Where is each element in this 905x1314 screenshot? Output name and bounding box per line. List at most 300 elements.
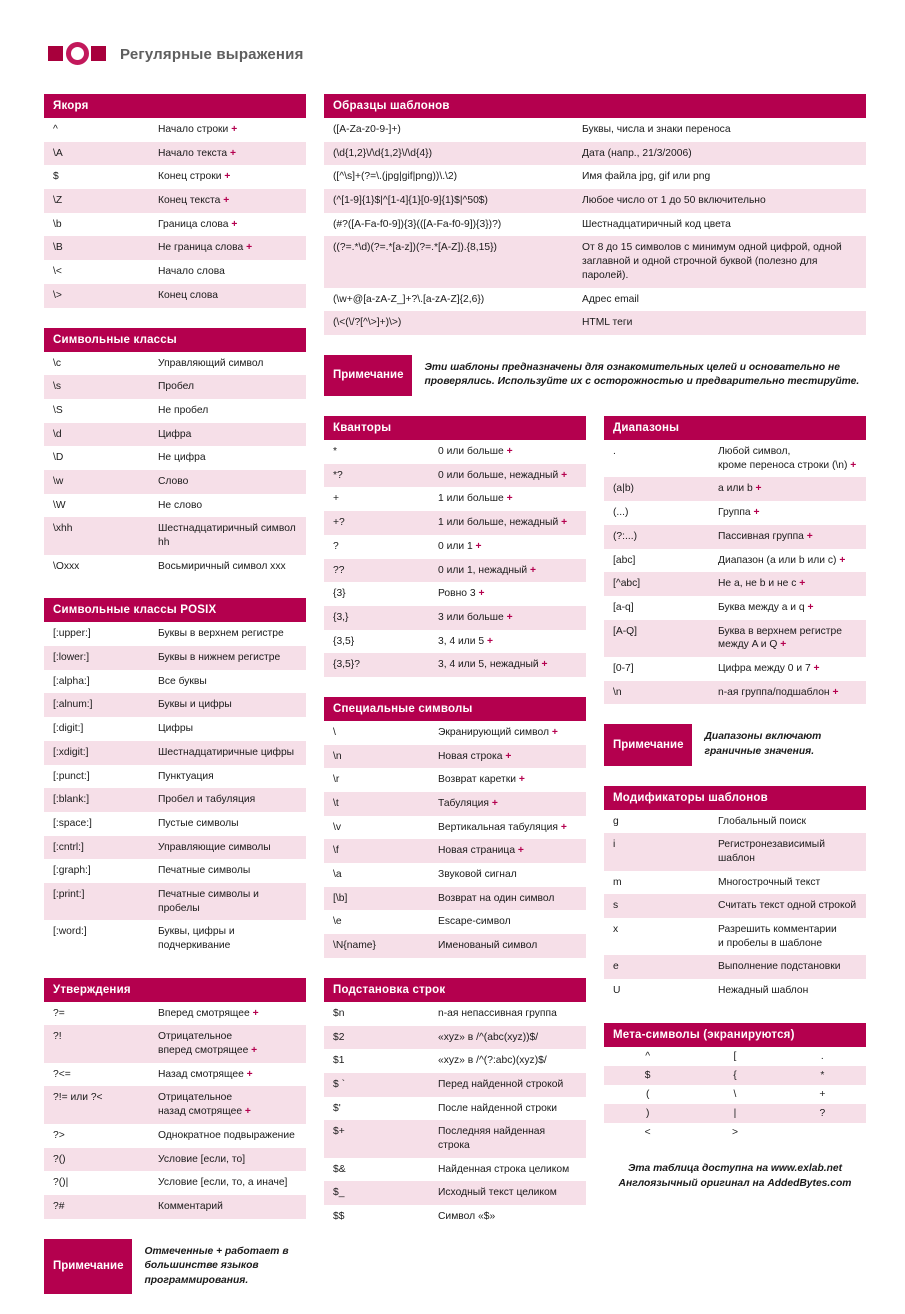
row-key: [A-Q] xyxy=(604,620,709,657)
row-key: \n xyxy=(604,681,709,705)
section-title: Подстановка строк xyxy=(324,978,586,1002)
table-row xyxy=(324,1158,586,1182)
meta-symbol-cell: | xyxy=(691,1104,778,1123)
row-key: \Z xyxy=(44,189,149,213)
section-title: Мета-символы (экранируются) xyxy=(604,1023,866,1047)
row-value: Новая строка + xyxy=(429,745,586,769)
row-key: $+ xyxy=(324,1120,429,1157)
row-value: Шестнадцатиричный символ hh xyxy=(149,517,306,554)
table-row xyxy=(44,1148,306,1172)
section-quantifiers xyxy=(324,416,586,677)
row-value: Разрешить комментарии и пробелы в шаблоне xyxy=(709,918,866,955)
table-row xyxy=(604,549,866,573)
row-key: \w xyxy=(44,470,149,494)
row-key: \r xyxy=(324,768,429,792)
row-value: n-ая группа/подшаблон + xyxy=(709,681,866,705)
note-label: Примечание xyxy=(44,1239,132,1295)
table-row xyxy=(604,681,866,705)
plus-marker: + xyxy=(221,171,231,183)
row-key: \xhh xyxy=(44,517,149,554)
note-label: Примечание xyxy=(604,724,692,765)
table-row xyxy=(44,446,306,470)
table-row xyxy=(44,812,306,836)
row-value: Исходный текст целиком xyxy=(429,1181,586,1205)
row-key: m xyxy=(604,871,709,895)
row-value: Печатные символы и пробелы xyxy=(149,883,306,920)
table-row xyxy=(324,934,586,958)
row-value: Цифра xyxy=(149,423,306,447)
row-key: ((?=.*\d)(?=.*[a-z])(?=.*[A-Z]).{8,15}) xyxy=(324,236,573,287)
row-value: Буквы в верхнем регистре xyxy=(149,622,306,646)
row-key: \ xyxy=(324,721,429,745)
plus-marker: + xyxy=(750,507,760,519)
ranges-table xyxy=(604,440,866,704)
row-value: Экранирующий символ + xyxy=(429,721,586,745)
row-key: (\d{1,2}\/\d{1,2}\/\d{4}) xyxy=(324,142,573,166)
row-value: Любое число от 1 до 50 включительно xyxy=(573,189,866,213)
plus-marker: + xyxy=(847,459,857,471)
row-value: Дата (напр., 21/3/2006) xyxy=(573,142,866,166)
row-value: Адрес email xyxy=(573,288,866,312)
plus-marker: + xyxy=(548,726,558,738)
row-key: [a-q] xyxy=(604,596,709,620)
table-row xyxy=(604,810,866,834)
page-title: Регулярные выражения xyxy=(120,45,304,63)
meta-symbol-cell: { xyxy=(691,1066,778,1085)
plus-marker: + xyxy=(558,517,568,529)
row-value: Звуковой сигнал xyxy=(429,863,586,887)
table-row xyxy=(44,1086,306,1123)
plus-marker: + xyxy=(243,242,253,254)
row-key: \W xyxy=(44,494,149,518)
section-anchors xyxy=(44,94,306,308)
table-row xyxy=(44,788,306,812)
row-value: Отрицательное вперед смотрящее + xyxy=(149,1025,306,1062)
table-row xyxy=(324,142,866,166)
row-value: Буква в верхнем регистре между A и Q + xyxy=(709,620,866,657)
table-row xyxy=(324,630,586,654)
row-key: $ ` xyxy=(324,1073,429,1097)
section-title: Утверждения xyxy=(44,978,306,1002)
table-row xyxy=(324,311,866,335)
plus-marker: + xyxy=(836,554,846,566)
table-row xyxy=(604,871,866,895)
plus-marker: + xyxy=(515,845,524,857)
plus-marker: + xyxy=(558,469,568,481)
table-row xyxy=(324,1120,586,1157)
meta-symbol-cell xyxy=(779,1123,866,1142)
table-row xyxy=(44,142,306,166)
meta-symbol-cell: ? xyxy=(779,1104,866,1123)
table-row xyxy=(324,511,586,535)
row-value: «xyz» в /^(?:abc)(xyz)$/ xyxy=(429,1049,586,1073)
plus-marker: + xyxy=(249,1007,259,1019)
table-row xyxy=(44,517,306,554)
row-value: Новая страница + xyxy=(429,839,586,863)
table-row xyxy=(44,836,306,860)
char-classes-table xyxy=(44,352,306,579)
row-key: \B xyxy=(44,236,149,260)
row-value: Печатные символы xyxy=(149,859,306,883)
table-row xyxy=(604,979,866,1003)
section-modifiers xyxy=(604,786,866,1003)
table-row xyxy=(324,288,866,312)
table-row xyxy=(324,1026,586,1050)
row-value: Не слово xyxy=(149,494,306,518)
row-key: \d xyxy=(44,423,149,447)
section-title: Специальные символы xyxy=(324,697,586,721)
row-key: +? xyxy=(324,511,429,535)
row-value: Перед найденной строкой xyxy=(429,1073,586,1097)
row-value: Управляющий символ xyxy=(149,352,306,376)
meta-symbol-cell: . xyxy=(779,1047,866,1066)
row-value: Комментарий xyxy=(149,1195,306,1219)
note-ranges xyxy=(604,724,866,765)
page-header xyxy=(48,40,861,68)
section-title: Символьные классы xyxy=(44,328,306,352)
table-row xyxy=(324,189,866,213)
row-key: [:blank:] xyxy=(44,788,149,812)
row-value: 3, 4 или 5 + xyxy=(429,630,586,654)
row-value: Регистронезависимый шаблон xyxy=(709,833,866,870)
table-row xyxy=(324,816,586,840)
row-key: {3,5} xyxy=(324,630,429,654)
row-key: e xyxy=(604,955,709,979)
table-row xyxy=(44,622,306,646)
row-value: Диапазон (a или b или c) + xyxy=(709,549,866,573)
table-row xyxy=(44,741,306,765)
plus-marker: + xyxy=(516,774,525,786)
table-row xyxy=(44,1063,306,1087)
plus-marker: + xyxy=(248,1045,258,1057)
plus-marker: + xyxy=(227,147,237,159)
table-row xyxy=(44,693,306,717)
table-row xyxy=(44,236,306,260)
section-substitution xyxy=(324,978,586,1229)
modifiers-table xyxy=(604,810,866,1003)
table-row xyxy=(44,1002,306,1026)
section-ranges xyxy=(604,416,866,704)
meta-symbol-cell: * xyxy=(779,1066,866,1085)
column-left xyxy=(44,94,306,1314)
row-key: \D xyxy=(44,446,149,470)
row-key: (a|b) xyxy=(604,477,709,501)
table-row xyxy=(324,745,586,769)
row-value: Восьмиричный символ xxx xyxy=(149,555,306,579)
footer-line-1: Эта таблица доступна на www.exlab.net xyxy=(627,1162,843,1174)
row-key: [:punct:] xyxy=(44,765,149,789)
row-key: ?<= xyxy=(44,1063,149,1087)
row-key: [:word:] xyxy=(44,920,149,957)
row-key: [0-7] xyxy=(604,657,709,681)
row-value: Считать текст одной строкой xyxy=(709,894,866,918)
row-key: [:alpha:] xyxy=(44,670,149,694)
table-row xyxy=(44,375,306,399)
row-value: Однократное подвыражение xyxy=(149,1124,306,1148)
row-key: [:space:] xyxy=(44,812,149,836)
row-value: Конец слова xyxy=(149,284,306,308)
plus-marker: + xyxy=(488,798,498,810)
meta-symbol-cell: ) xyxy=(604,1104,691,1123)
row-key: \b xyxy=(44,213,149,237)
row-key: \S xyxy=(44,399,149,423)
row-value: Пунктуация xyxy=(149,765,306,789)
row-key: {3,} xyxy=(324,606,429,630)
patterns-table xyxy=(324,118,866,335)
row-key: [:alnum:] xyxy=(44,693,149,717)
logo-icon xyxy=(48,40,106,68)
row-value: Не граница слова + xyxy=(149,236,306,260)
column-right-group xyxy=(324,94,866,1249)
section-posix xyxy=(44,598,306,957)
table-row xyxy=(44,670,306,694)
row-key: ?= xyxy=(44,1002,149,1026)
table-row xyxy=(324,1073,586,1097)
row-value: Табуляция + xyxy=(429,792,586,816)
note-left xyxy=(44,1239,306,1295)
meta-symbol-cell: + xyxy=(779,1085,866,1104)
plus-marker: + xyxy=(810,662,820,674)
row-key: ? xyxy=(324,535,429,559)
row-key: ?# xyxy=(44,1195,149,1219)
table-row xyxy=(324,440,586,464)
table-row xyxy=(44,284,306,308)
plus-marker: + xyxy=(484,635,494,647)
row-value: Управляющие символы xyxy=(149,836,306,860)
table-row xyxy=(604,955,866,979)
row-key: $$ xyxy=(324,1205,429,1229)
table-row xyxy=(604,918,866,955)
row-value: Многострочный текст xyxy=(709,871,866,895)
content-columns xyxy=(44,94,861,1314)
note-text: Отмеченные + работает в большинстве языков программирования. xyxy=(144,1245,289,1286)
table-row xyxy=(44,213,306,237)
row-key: * xyxy=(324,440,429,464)
table-row xyxy=(604,657,866,681)
plus-marker: + xyxy=(538,659,548,671)
section-meta-symbols xyxy=(604,1023,866,1142)
plus-marker: + xyxy=(777,639,787,651)
table-row xyxy=(324,1205,586,1229)
row-value: Все буквы xyxy=(149,670,306,694)
table-row xyxy=(44,352,306,376)
plus-marker: + xyxy=(796,578,806,590)
section-title: Якоря xyxy=(44,94,306,118)
row-key: [:print:] xyxy=(44,883,149,920)
table-row xyxy=(604,440,866,477)
table-row xyxy=(44,765,306,789)
row-value: Слово xyxy=(149,470,306,494)
table-row xyxy=(44,423,306,447)
section-title: Модификаторы шаблонов xyxy=(604,786,866,810)
meta-symbols-grid xyxy=(604,1047,866,1142)
row-key: x xyxy=(604,918,709,955)
row-value: Возврат каретки + xyxy=(429,768,586,792)
meta-symbol-cell: [ xyxy=(691,1047,778,1066)
row-value: Шестнадцатиричные цифры xyxy=(149,741,306,765)
row-key: \c xyxy=(44,352,149,376)
row-value: Вертикальная табуляция + xyxy=(429,816,586,840)
plus-marker: + xyxy=(503,611,513,623)
row-value: Именованый символ xyxy=(429,934,586,958)
row-key: (#?([A-Fa-f0-9]){3}(([A-Fa-f0-9]){3})?) xyxy=(324,213,573,237)
row-key: [:lower:] xyxy=(44,646,149,670)
row-key: (\<(\/?[^\>]+)\>) xyxy=(324,311,573,335)
row-key: [^abc] xyxy=(604,572,709,596)
plus-marker: + xyxy=(527,564,537,576)
table-row xyxy=(324,1002,586,1026)
table-row xyxy=(44,555,306,579)
row-value: Escape-символ xyxy=(429,910,586,934)
row-key: (\w+@[a-zA-Z_]+?\.[a-zA-Z]{2,6}) xyxy=(324,288,573,312)
plus-marker: + xyxy=(803,530,813,542)
row-value: От 8 до 15 символов с минимум одной цифрой, одной заглавной и одной строчной буквой (полезно для паролей). xyxy=(573,236,866,287)
table-row xyxy=(44,494,306,518)
plus-marker: + xyxy=(752,483,762,495)
row-key: + xyxy=(324,487,429,511)
row-key: [:graph:] xyxy=(44,859,149,883)
plus-marker: + xyxy=(242,1106,251,1118)
row-value: Буква между a и q + xyxy=(709,596,866,620)
table-row xyxy=(324,165,866,189)
row-value: Последняя найденная строка xyxy=(429,1120,586,1157)
table-row xyxy=(324,910,586,934)
row-key: g xyxy=(604,810,709,834)
row-value: 1 или больше, нежадный + xyxy=(429,511,586,535)
plus-marker: + xyxy=(829,686,839,698)
meta-symbol-cell: < xyxy=(604,1123,691,1142)
row-value: Граница слова + xyxy=(149,213,306,237)
row-value: Группа + xyxy=(709,501,866,525)
row-key: \v xyxy=(324,816,429,840)
table-row xyxy=(44,1124,306,1148)
note-patterns xyxy=(324,355,866,396)
row-key: (?:...) xyxy=(604,525,709,549)
row-value: Назад смотрящее + xyxy=(149,1063,306,1087)
table-row xyxy=(324,768,586,792)
meta-symbol-cell: ^ xyxy=(604,1047,691,1066)
row-value: Нежадный шаблон xyxy=(709,979,866,1003)
row-value: Глобальный поиск xyxy=(709,810,866,834)
plus-marker: + xyxy=(228,218,238,230)
row-value: Буквы, цифры и подчеркивание xyxy=(149,920,306,957)
row-key: \s xyxy=(44,375,149,399)
row-key: \a xyxy=(324,863,429,887)
row-key: \A xyxy=(44,142,149,166)
section-title: Кванторы xyxy=(324,416,586,440)
plus-marker: + xyxy=(502,750,512,762)
row-key: [:xdigit:] xyxy=(44,741,149,765)
row-key: . xyxy=(604,440,709,477)
section-special-chars xyxy=(324,697,586,958)
table-row xyxy=(44,717,306,741)
section-assertions xyxy=(44,978,306,1219)
row-key: \< xyxy=(44,260,149,284)
row-key: ?? xyxy=(324,559,429,583)
table-row xyxy=(604,894,866,918)
row-key: ([A-Za-z0-9-]+) xyxy=(324,118,573,142)
row-key: ^ xyxy=(44,118,149,142)
table-row xyxy=(324,606,586,630)
row-key: [\b] xyxy=(324,887,429,911)
row-value: Буквы, числа и знаки переноса xyxy=(573,118,866,142)
row-value: Конец текста + xyxy=(149,189,306,213)
table-row xyxy=(44,920,306,957)
row-value: Цифра между 0 и 7 + xyxy=(709,657,866,681)
table-row xyxy=(324,236,866,287)
table-row xyxy=(324,487,586,511)
plus-marker: + xyxy=(228,124,238,135)
row-value: Начало слова xyxy=(149,260,306,284)
table-row xyxy=(44,1171,306,1195)
row-key: ?() xyxy=(44,1148,149,1172)
row-value: Начало строки + xyxy=(149,118,306,142)
row-value: После найденной строки xyxy=(429,1097,586,1121)
row-value: «xyz» в /^(abc(xyz))$/ xyxy=(429,1026,586,1050)
table-row xyxy=(44,260,306,284)
row-value: Условие [если, то, а иначе] xyxy=(149,1171,306,1195)
table-row xyxy=(604,525,866,549)
row-key: $' xyxy=(324,1097,429,1121)
row-key: $ xyxy=(44,165,149,189)
row-key: s xyxy=(604,894,709,918)
row-value: Буквы и цифры xyxy=(149,693,306,717)
table-row xyxy=(324,213,866,237)
table-row xyxy=(44,646,306,670)
section-title: Образцы шаблонов xyxy=(324,94,866,118)
plus-marker: + xyxy=(472,540,482,552)
table-row xyxy=(44,118,306,142)
row-value: HTML теги xyxy=(573,311,866,335)
row-value: Найденная строка целиком xyxy=(429,1158,586,1182)
footer-line-2: Англоязычный оригинал на AddedBytes.com xyxy=(618,1177,852,1189)
table-row xyxy=(324,1049,586,1073)
column-far-right xyxy=(604,416,866,1192)
plus-marker: + xyxy=(243,1068,253,1080)
meta-symbol-cell: $ xyxy=(604,1066,691,1085)
special-chars-table xyxy=(324,721,586,958)
row-key: *? xyxy=(324,464,429,488)
row-value: Начало текста + xyxy=(149,142,306,166)
row-value: 0 или больше + xyxy=(429,440,586,464)
row-key: i xyxy=(604,833,709,870)
table-row xyxy=(324,464,586,488)
plus-marker: + xyxy=(475,588,485,600)
row-value: Условие [если, то] xyxy=(149,1148,306,1172)
table-row xyxy=(324,582,586,606)
posix-table xyxy=(44,622,306,957)
section-patterns xyxy=(324,94,866,335)
row-key: $1 xyxy=(324,1049,429,1073)
table-row xyxy=(44,399,306,423)
row-value: Не пробел xyxy=(149,399,306,423)
row-key: $2 xyxy=(324,1026,429,1050)
assertions-table xyxy=(44,1002,306,1219)
row-value: Пробел и табуляция xyxy=(149,788,306,812)
row-value: Пустые символы xyxy=(149,812,306,836)
table-row xyxy=(324,721,586,745)
row-key: [:upper:] xyxy=(44,622,149,646)
row-value: Пробел xyxy=(149,375,306,399)
substitution-table xyxy=(324,1002,586,1229)
row-value: 1 или больше + xyxy=(429,487,586,511)
row-key: [:cntrl:] xyxy=(44,836,149,860)
meta-symbol-cell: ( xyxy=(604,1085,691,1104)
row-key: \Oxxx xyxy=(44,555,149,579)
row-key: ([^\s]+(?=\.(jpg|gif|png))\.\2) xyxy=(324,165,573,189)
row-key: \> xyxy=(44,284,149,308)
row-value: Возврат на один символ xyxy=(429,887,586,911)
